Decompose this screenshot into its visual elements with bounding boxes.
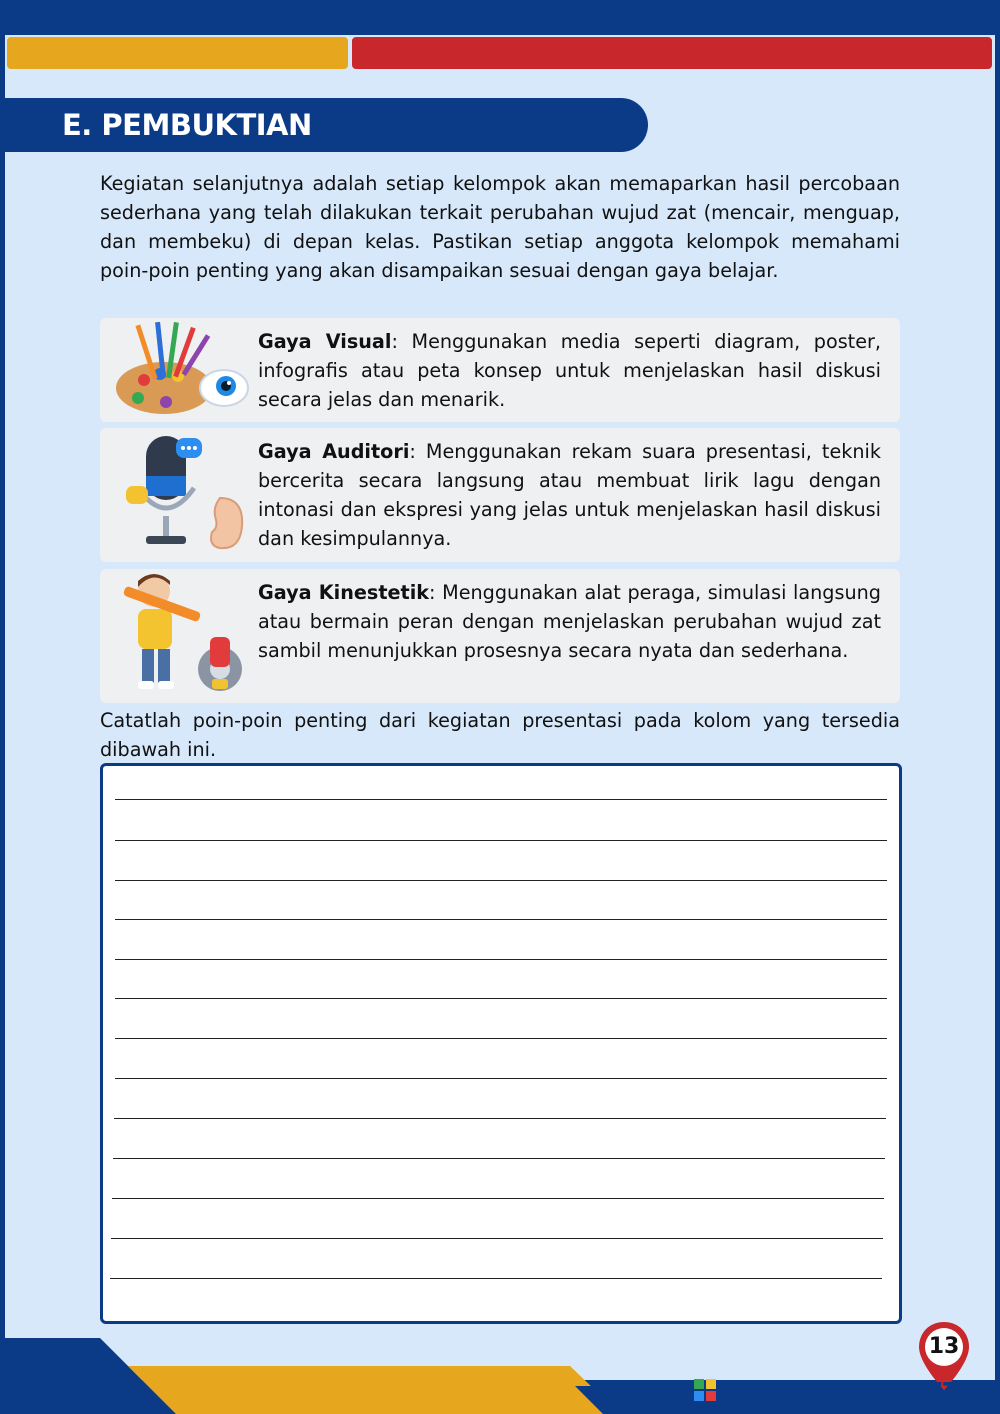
liveworksheets-brand: LIVEWORKSHEETS <box>718 1378 979 1408</box>
instruction-paragraph: Catatlah poin-poin penting dari kegiatan presentasi pada kolom yang tersedia dibawah ini. <box>100 709 900 761</box>
writing-line[interactable] <box>115 959 887 960</box>
writing-line[interactable] <box>115 880 887 881</box>
liveworksheets-logo-icon <box>694 1379 716 1401</box>
style-desc-text: : Menggunakan media seperti diagram, poster, infografis atau peta konsep untuk menjelaskan hasil diskusi secara jelas dan menarik. <box>258 330 882 411</box>
writing-line[interactable] <box>115 919 887 920</box>
style-desc-text: : Menggunakan rekam suara presentasi, teknik bercerita secara langsung atau membuat lirik lagu dengan intonasi dan ekspresi yang jelas untuk menjelaskan hasil diskusi dan kesimpulannya. <box>258 440 881 550</box>
writing-line[interactable] <box>110 1278 882 1279</box>
answer-box[interactable] <box>100 763 902 1324</box>
writing-line[interactable] <box>112 1198 884 1199</box>
microphone-ear-icon <box>108 428 252 562</box>
writing-line[interactable] <box>115 1078 887 1079</box>
writing-line[interactable] <box>113 1158 885 1159</box>
style-description <box>258 578 881 665</box>
section-title: E. PEMBUKTIAN <box>62 108 312 142</box>
writing-line[interactable] <box>115 799 887 800</box>
style-name: Gaya Kinestetik <box>258 581 430 604</box>
style-name: Gaya Auditori <box>258 440 410 463</box>
writing-line[interactable] <box>115 840 887 841</box>
writing-line[interactable] <box>115 998 887 999</box>
header-red-bar <box>352 37 992 69</box>
paint-palette-eye-icon <box>108 318 252 422</box>
learning-style-card-kinesthetic <box>100 569 900 703</box>
learning-style-card-auditory <box>100 428 900 562</box>
boy-pencil-hand-gear-icon <box>108 569 252 703</box>
writing-line[interactable] <box>115 1038 887 1039</box>
page-number: 13 <box>928 1334 960 1359</box>
writing-line[interactable] <box>111 1238 883 1239</box>
learning-style-card-visual <box>100 318 900 422</box>
header-yellow-bar <box>7 37 348 69</box>
style-description <box>258 327 881 414</box>
style-desc-text: : Menggunakan alat peraga, simulasi langsung atau bermain peran dengan menjelaskan perubahan wujud zat sambil menunjukkan prosesnya secara nyata dan sederhana. <box>258 581 881 662</box>
style-description <box>258 437 881 553</box>
intro-paragraph: Kegiatan selanjutnya adalah setiap kelompok akan memaparkan hasil percobaan sederhana yang telah dilakukan terkait perubahan wujud zat (mencair, menguap, dan membeku) di depan kelas. Pastikan setiap anggota kelompok memahami poin-poin penting yang akan disampaikan sesuai dengan gaya belajar. <box>100 172 900 282</box>
writing-line[interactable] <box>114 1118 886 1119</box>
style-name: Gaya Visual <box>258 330 392 353</box>
